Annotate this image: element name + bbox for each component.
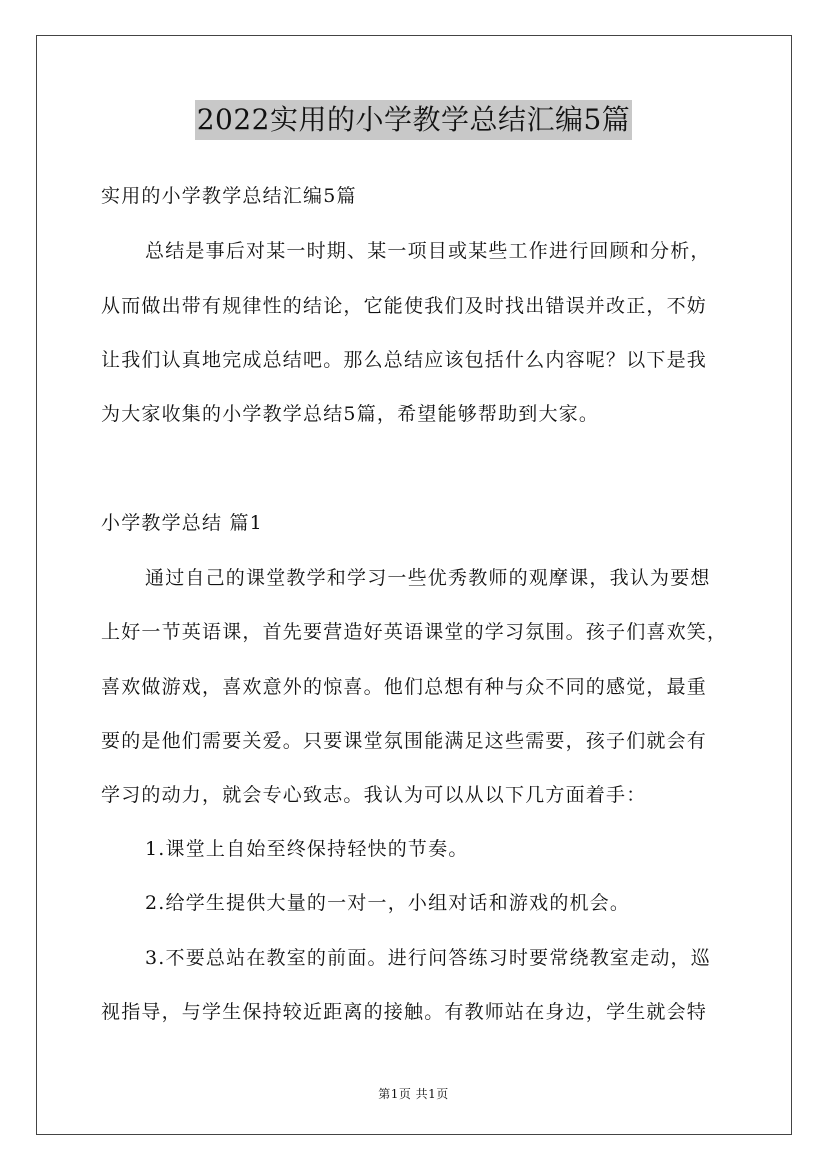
intro-line-2: 从而做出带有规律性的结论，它能使我们及时找出错误并改正，不妨 (101, 295, 708, 317)
document-title: 2022实用的小学教学总结汇编5篇 (195, 100, 633, 140)
continuation-line: 视指导，与学生保持较近距离的接触。有教师站在身边，学生就会特 (101, 1001, 708, 1023)
title-container (0, 100, 827, 140)
list-item-3: 3.不要总站在教室的前面。进行问答练习时要常绕教室走动，巡 (145, 947, 711, 969)
body-line-4: 要的是他们需要关爱。只要课堂氛围能满足这些需要，孩子们就会有 (101, 730, 708, 752)
subtitle: 实用的小学教学总结汇编5篇 (101, 185, 357, 207)
section-heading: 小学教学总结 篇1 (101, 512, 263, 534)
body-line-3: 喜欢做游戏，喜欢意外的惊喜。他们总想有种与众不同的感觉，最重 (101, 676, 708, 698)
body-line-5: 学习的动力，就会专心致志。我认为可以从以下几方面着手： (101, 784, 647, 806)
body-line-1: 通过自己的课堂教学和学习一些优秀教师的观摩课，我认为要想 (145, 567, 711, 589)
intro-line-1: 总结是事后对某一时期、某一项目或某些工作进行回顾和分析， (145, 240, 711, 262)
intro-line-4: 为大家收集的小学教学总结5篇，希望能够帮助到大家。 (101, 403, 600, 425)
intro-line-3: 让我们认真地完成总结吧。那么总结应该包括什么内容呢？以下是我 (101, 349, 708, 371)
list-item-2: 2.给学生提供大量的一对一，小组对话和游戏的机会。 (145, 892, 631, 914)
list-item-1: 1.课堂上自始至终保持轻快的节奏。 (145, 838, 469, 860)
body-line-2: 上好一节英语课，首先要营造好英语课堂的学习氛围。孩子们喜欢笑， (101, 621, 728, 643)
page-footer: 第1页 共1页 (378, 1087, 449, 1101)
